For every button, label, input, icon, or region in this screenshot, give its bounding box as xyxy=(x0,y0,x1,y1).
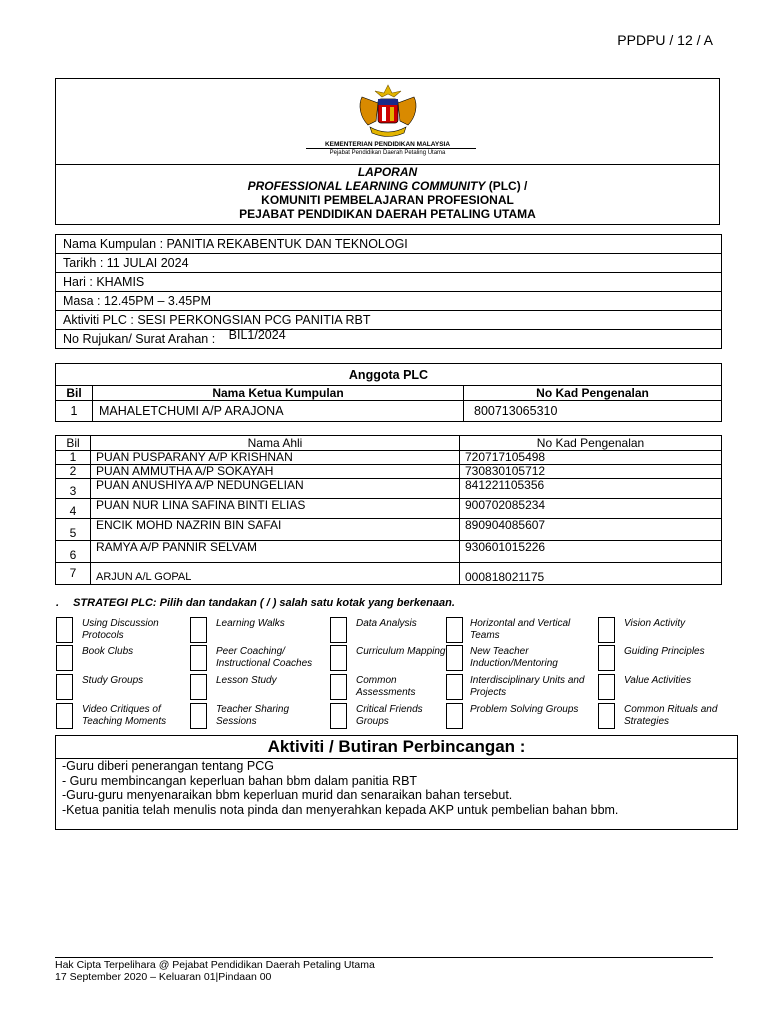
strategy-label: Interdisciplinary Units and Projects xyxy=(470,675,585,698)
strategy-label: Study Groups xyxy=(82,675,144,686)
activity-title: Aktiviti / Butiran Perbincangan : xyxy=(56,736,737,759)
members-caption: Anggota PLC xyxy=(56,364,722,386)
strategy-checkbox[interactable] xyxy=(446,617,463,643)
strategy-label: New Teacher Induction/Mentoring xyxy=(470,646,558,669)
group-name-field: Nama Kumpulan : PANITIA REKABENTUK DAN TEKNOLOGI xyxy=(56,235,722,254)
member-header-name: Nama Ahli xyxy=(91,436,460,451)
revision-line: 17 September 2020 – Keluaran 01|Pindaan 00 xyxy=(55,971,272,983)
strategy-checkbox[interactable] xyxy=(330,617,347,643)
title-line-2: PROFESSIONAL LEARNING COMMUNITY (PLC) / xyxy=(247,179,528,193)
footer xyxy=(55,959,375,983)
header-ic: No Kad Pengenalan xyxy=(464,386,722,401)
strategy-checkbox[interactable] xyxy=(190,703,207,729)
table-row: 2 PUAN AMMUTHA A/P SOKAYAH 730830105712 xyxy=(56,465,722,479)
copyright-line: Hak Cipta Terpelihara @ Pejabat Pendidikan Daerah Petaling Utama xyxy=(55,959,375,971)
header-leader-name: Nama Ketua Kumpulan xyxy=(93,386,464,401)
strategy-label: Problem Solving Groups xyxy=(470,704,579,715)
strategy-checkbox[interactable] xyxy=(446,703,463,729)
strategy-checkbox[interactable] xyxy=(56,703,73,729)
strategy-checkbox[interactable] xyxy=(190,674,207,700)
title-line-4: PEJABAT PENDIDIKAN DAERAH PETALING UTAMA xyxy=(239,207,536,221)
strategy-label: Peer Coaching/ Instructional Coaches xyxy=(216,646,313,669)
activity-section xyxy=(55,735,738,830)
strategy-checkbox[interactable] xyxy=(56,645,73,671)
table-row: 1 PUAN PUSPARANY A/P KRISHNAN 720717105498 xyxy=(56,451,722,465)
ministry-name: KEMENTERIAN PENDIDIKAN MALAYSIA xyxy=(324,141,451,148)
strategy-title: . STRATEGI PLC: Pilih dan tandakan ( / ) salah satu kotak yang berkenaan. xyxy=(56,597,455,609)
strategy-label: Data Analysis xyxy=(356,618,417,629)
reference-value: BIL1/2024 xyxy=(228,328,286,342)
strategy-checkbox[interactable] xyxy=(190,645,207,671)
strategy-label: Teacher Sharing Sessions xyxy=(216,704,290,727)
title-line-3: KOMUNITI PEMBELAJARAN PROFESIONAL xyxy=(261,193,514,207)
strategy-checkbox[interactable] xyxy=(446,645,463,671)
strategy-label: Video Critiques of Teaching Moments xyxy=(82,704,167,727)
strategy-checkbox[interactable] xyxy=(598,645,615,671)
strategy-label: Vision Activity xyxy=(624,618,686,629)
list-item: -Ketua panitia telah menulis nota pinda dan menyerahkan kepada AKP untuk pembelian bahan bbm. xyxy=(62,802,619,817)
strategy-label: Guiding Principles xyxy=(624,646,705,657)
strategy-label: Critical Friends Groups xyxy=(356,704,423,727)
leader-bil: 1 xyxy=(56,401,93,422)
member-header-ic: No Kad Pengenalan xyxy=(460,436,722,451)
strategy-label: Curriculum Mapping xyxy=(356,646,446,657)
table-row: 4 PUAN NUR LINA SAFINA BINTI ELIAS 900702085234 xyxy=(56,499,722,519)
strategy-label: Learning Walks xyxy=(216,618,285,629)
date-field: Tarikh : 11 JULAI 2024 xyxy=(56,254,722,273)
list-item: - Guru membincangan keperluan bahan bbm dalam panitia RBT xyxy=(62,773,418,788)
strategy-checkbox[interactable] xyxy=(330,645,347,671)
leader-name: MAHALETCHUMI A/P ARAJONA xyxy=(93,401,464,422)
table-row: 7 ARJUN A/L GOPAL 000818021175 xyxy=(56,563,722,585)
leader-ic: 800713065310 xyxy=(464,401,722,422)
strategy-checkbox[interactable] xyxy=(56,617,73,643)
time-field: Masa : 12.45PM – 3.45PM xyxy=(56,292,722,311)
strategy-checkbox[interactable] xyxy=(56,674,73,700)
day-field: Hari : KHAMIS xyxy=(56,273,722,292)
list-item: -Guru diberi penerangan tentang PCG xyxy=(62,759,274,773)
table-row: 5 ENCIK MOHD NAZRIN BIN SAFAI 890904085607 xyxy=(56,519,722,541)
strategy-checkbox[interactable] xyxy=(598,617,615,643)
title-line-1: LAPORAN xyxy=(357,165,418,179)
strategy-checkbox[interactable] xyxy=(190,617,207,643)
member-header-bil: Bil xyxy=(56,436,91,451)
strategy-label: Book Clubs xyxy=(82,646,134,657)
strategy-checkbox[interactable] xyxy=(446,674,463,700)
activity-list xyxy=(62,759,618,817)
table-row: 3 PUAN ANUSHIYA A/P NEDUNGELIAN 841221105356 xyxy=(56,479,722,499)
reference-field: No Rujukan/ Surat Arahan : BIL1/2024 xyxy=(56,330,722,349)
strategy-label: Using Discussion Protocols xyxy=(82,618,159,641)
list-item: -Guru-guru menyenaraikan bbm keperluan murid dan senaraikan bahan tersebut. xyxy=(62,788,513,802)
document-reference: PPDPU / 12 / A xyxy=(617,32,713,48)
strategy-label: Horizontal and Vertical Teams xyxy=(470,618,571,641)
activity-field: Aktiviti PLC : SESI PERKONGSIAN PCG PANITIA RBT xyxy=(56,311,722,330)
strategy-label: Value Activities xyxy=(624,675,692,686)
table-row: 6 RAMYA A/P PANNIR SELVAM 930601015226 xyxy=(56,541,722,563)
strategy-checkbox[interactable] xyxy=(330,674,347,700)
strategy-label: Lesson Study xyxy=(216,675,277,686)
strategy-checkbox[interactable] xyxy=(330,703,347,729)
strategy-label: Common Assessments xyxy=(356,675,416,698)
strategy-checkbox[interactable] xyxy=(598,703,615,729)
district-office-name: Pejabat Pendidikan Daerah Petaling Utama xyxy=(329,150,446,156)
header-bil: Bil xyxy=(56,386,93,401)
strategy-label: Common Rituals and Strategies xyxy=(624,704,718,727)
strategy-checkbox[interactable] xyxy=(598,674,615,700)
